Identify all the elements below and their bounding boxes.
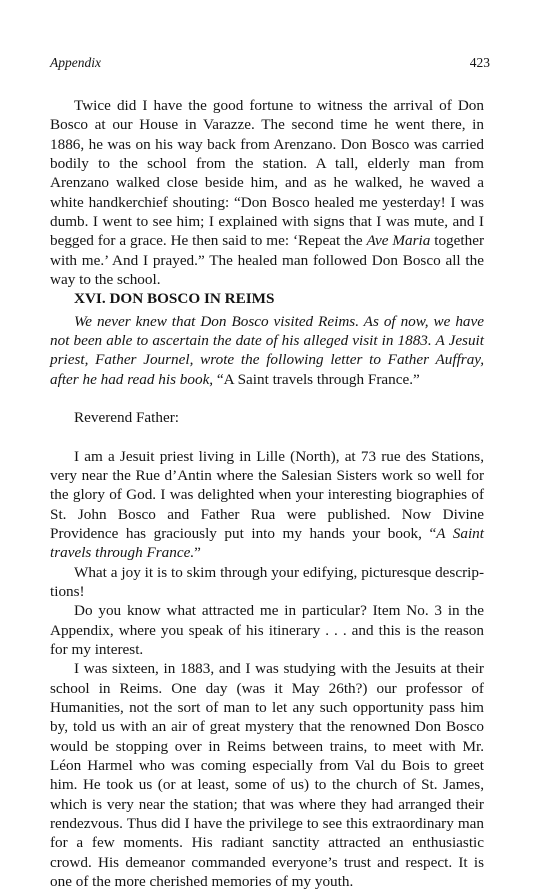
section-intro bbox=[50, 312, 484, 389]
italic-book-title: A Saint travels through France. bbox=[50, 524, 484, 562]
italic-intro-text: We never knew that Don Bosco visited Reims. As of now, we have not been able to ascertain the date of his alleged visit in 1883. A Jesuit priest, Father Journel, wrote the following letter to Father Auffray, after he had read his book, bbox=[50, 312, 484, 388]
letter-paragraph-joy: What a joy it is to skim through your edifying, picturesque descriptions! bbox=[50, 563, 484, 600]
paragraph-varazze bbox=[50, 96, 484, 289]
italic-phrase: Ave Maria bbox=[366, 232, 431, 250]
letter-paragraph-appendix: Do you know what attracted me in particular? Item No. 3 in the Appendix, where you speak of his itinerary . . . and this is the reason for my interest. bbox=[50, 602, 484, 658]
page-number: 423 bbox=[469, 55, 490, 70]
letter-salutation: Reverend Father: bbox=[74, 409, 180, 427]
paragraph-text: ” bbox=[194, 544, 201, 562]
book-title-quote: “A Saint travels through France.” bbox=[213, 370, 420, 388]
paragraph-text: Twice did I have the good fortune to witness the arrival of Don Bosco at our House in Varazze. The second time he went there, in 1886, he was on his way back from Arenzano. Don Bosco was carried bodily to the school from the station. A tall, elderly man from Arenzano walked close beside him, and as he walked, he waved a white handkerchief shouting: “Don Bosco healed me yesterday! I was dumb. I went to see him; I explained with signs that I was mute, and I begged for a grace. He then said to me: ‘Repeat the bbox=[50, 97, 484, 250]
running-header bbox=[50, 55, 490, 71]
paragraph-text: together with me.’ And I prayed.” The healed man followed Don Bosco all the way to the school. bbox=[50, 232, 485, 289]
letter-paragraph-lille bbox=[50, 447, 484, 563]
section-heading: XVI. DON BOSCO IN REIMS bbox=[74, 290, 275, 308]
page-body bbox=[50, 96, 484, 891]
letter-paragraph-reims: I was sixteen, in 1883, and I was studying with the Jesuits at their school in Reims. One day (was it May 26th?) our professor of Humanities, not the sort of man to let any such opportunity pass him by, told us with an air of great mystery that the renowned Don Bosco would be stopping over in Reims between trains, to meet with Mr. Léon Harmel who was coming especially from Val du Bois to greet him. He took us (or at least, some of us) to the church of St. James, which is very near the station; that was where they had arranged their rendezvous. Thus did I have the privilege to see this extraordinary man for a few moments. His radiant sanctity attracted an enthusiastic crowd. His demeanor commanded everyone’s trust and respect. It is one of the more cherished memories of my youth. bbox=[50, 660, 484, 891]
paragraph-text: I am a Jesuit priest living in Lille (North), at 73 rue des Stations, very near the Rue d’Antin where the Salesian Sisters work so well for the glory of God. I was delighted when your interesting biographies of St. John Bosco and Father Rua were published. Now Divine Providence has graciously put into my hands your book, “ bbox=[50, 447, 484, 542]
running-head-title: Appendix bbox=[50, 55, 101, 70]
